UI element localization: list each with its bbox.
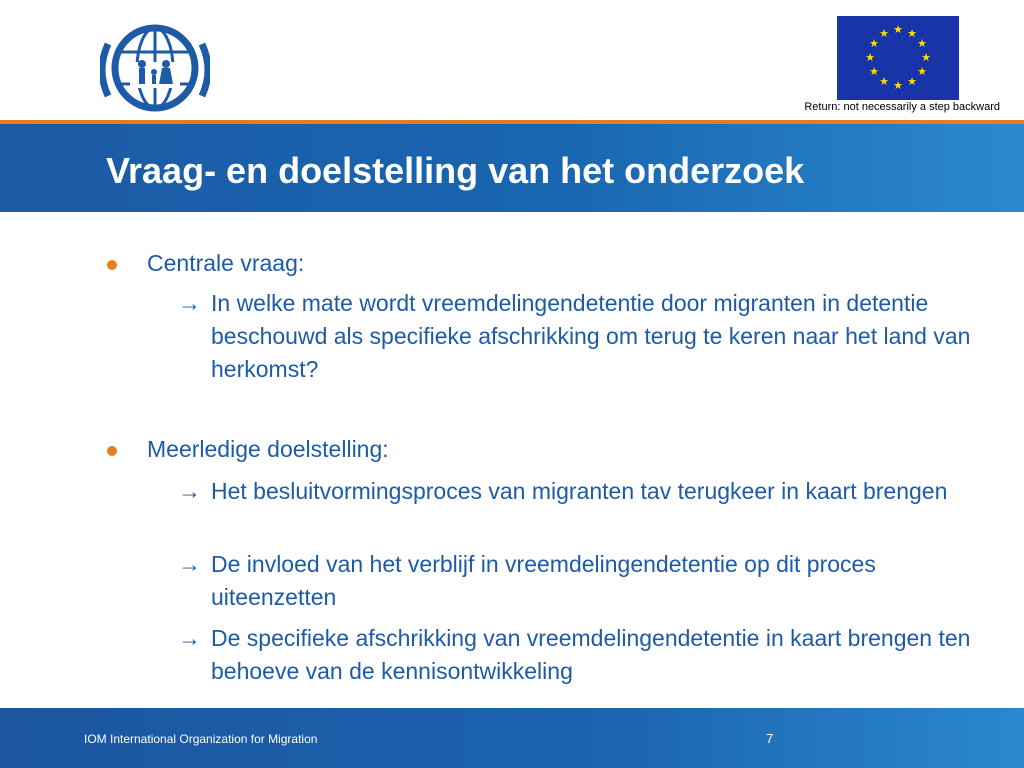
sub-item-text: Het besluitvormingsproces van migranten tav terugkeer in kaart brengen — [211, 478, 948, 504]
svg-text:★: ★ — [893, 79, 903, 92]
sub-item-text: In welke mate wordt vreemdelingendetentie door migranten in detentie beschouwd als specifieke afschrikking om terug te keren naar het land van herkomst? — [211, 290, 971, 382]
bullet-dot-icon — [107, 260, 117, 270]
svg-text:★: ★ — [879, 27, 889, 40]
svg-text:★: ★ — [869, 37, 879, 50]
arrow-icon: → — [178, 625, 201, 651]
arrow-icon: → — [178, 478, 201, 504]
svg-text:★: ★ — [907, 27, 917, 40]
svg-text:★: ★ — [893, 23, 903, 36]
bullet-label: Meerledige doelstelling: — [147, 436, 389, 462]
arrow-icon: → — [178, 551, 201, 577]
bullet-dot-icon — [107, 446, 117, 456]
arrow-icon: → — [178, 290, 201, 316]
page-number: 7 — [766, 731, 774, 746]
svg-text:★: ★ — [921, 51, 931, 64]
eu-flag-icon — [837, 16, 959, 100]
sub-item-text: De invloed van het verblijf in vreemdelingendetentie op dit proces uiteenzetten — [211, 551, 876, 610]
svg-text:★: ★ — [917, 37, 927, 50]
tagline: Return: not necessarily a step backward — [804, 101, 1000, 113]
sub-item-text: De specifieke afschrikking van vreemdelingendetentie in kaart brengen ten behoeve van de kennisontwikkeling — [211, 625, 971, 684]
header-bar — [0, 0, 1024, 120]
footer-organization: IOM International Organization for Migration — [84, 732, 318, 746]
iom-logo-icon — [100, 22, 210, 112]
footer-bar — [0, 708, 1024, 768]
svg-text:★: ★ — [907, 75, 917, 88]
title-band — [0, 124, 1024, 212]
svg-text:★: ★ — [865, 51, 875, 64]
svg-text:★: ★ — [879, 75, 889, 88]
slide-content — [0, 212, 1024, 708]
svg-text:★: ★ — [917, 65, 927, 78]
svg-text:★: ★ — [869, 65, 879, 78]
bullet-label: Centrale vraag: — [147, 250, 305, 276]
slide-title: Vraag- en doelstelling van het onderzoek — [106, 150, 805, 191]
